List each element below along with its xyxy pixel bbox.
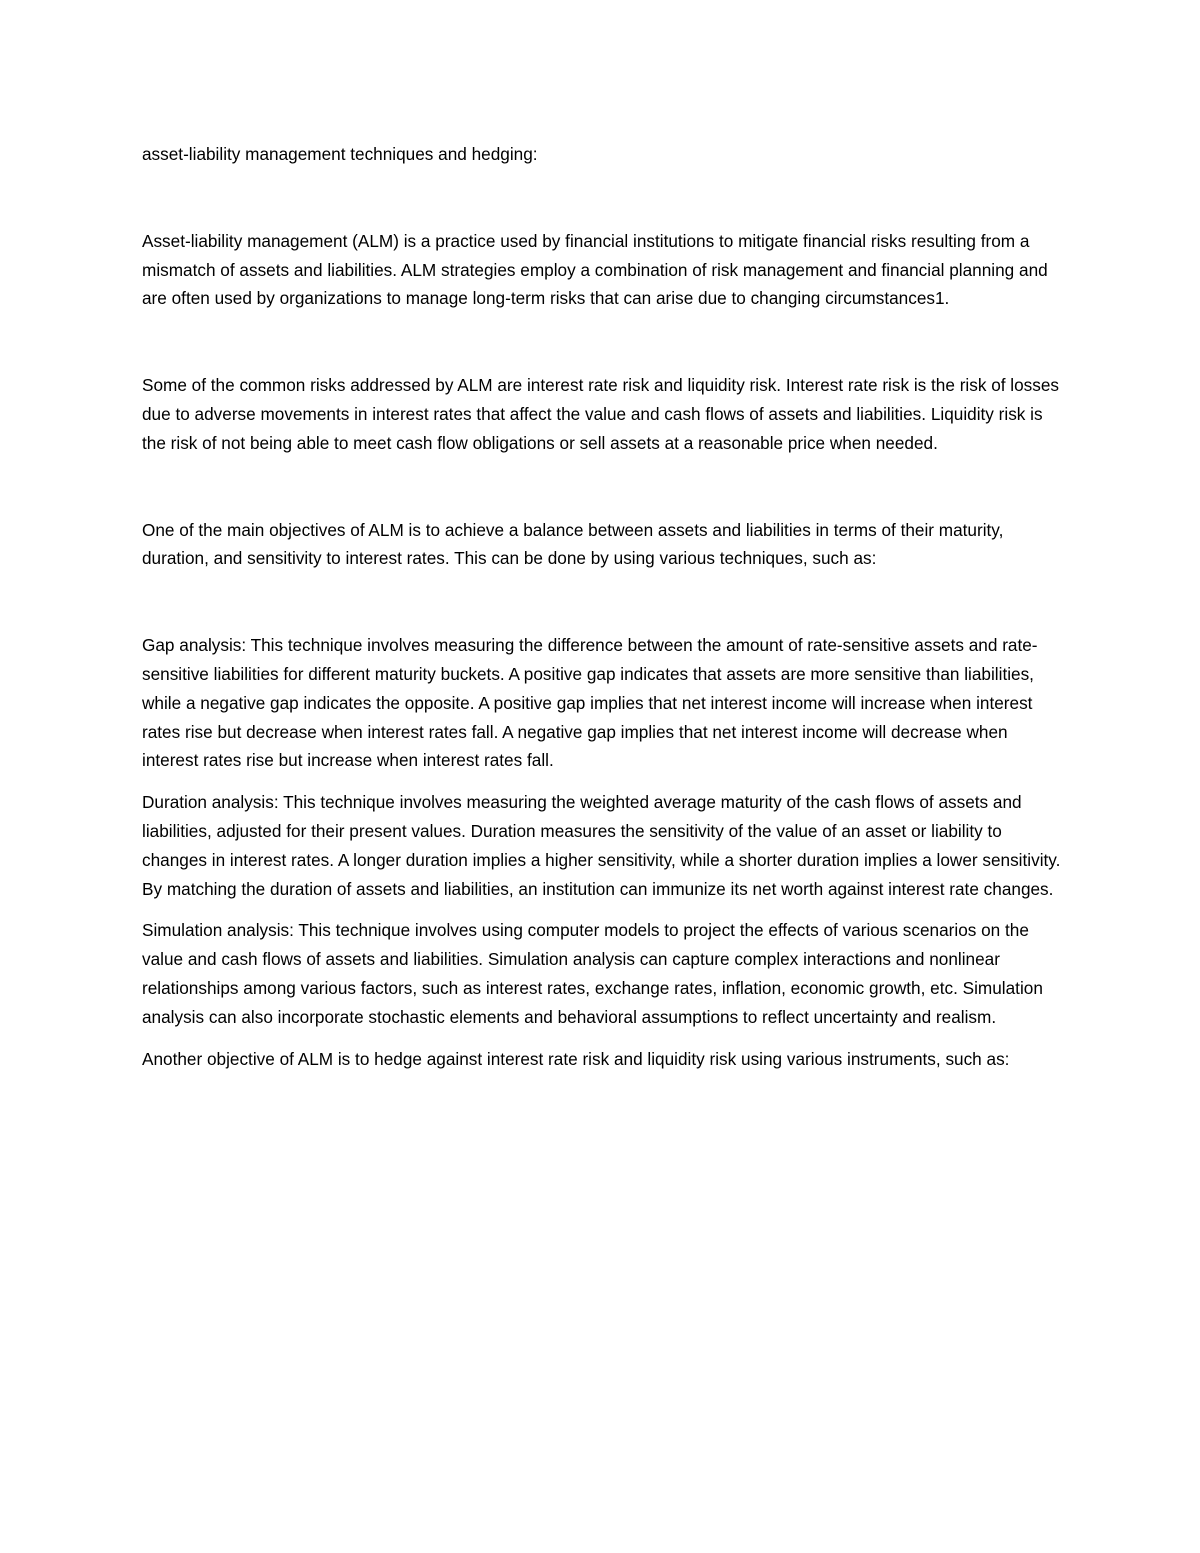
- paragraph-gap-analysis: Gap analysis: This technique involves measuring the difference between the amount of rate-sensitive assets and rate-sensitive liabilities for different maturity buckets. A positive gap indicates that assets are more sensitive than liabilities, while a negative gap indicates the opposite. A positive gap implies that net interest income will increase when interest rates rise but decrease when interest rates fall. A negative gap implies that net interest income will decrease when interest rates rise but increase when interest rates fall.: [142, 635, 1038, 771]
- paragraph-duration-analysis: Duration analysis: This technique involves measuring the weighted average maturity of the cash flows of assets and liabilities, adjusted for their present values. Duration measures the sensitivity of the value of an asset or liability to changes in interest rates. A longer duration implies a higher sensitivity, while a shorter duration implies a lower sensitivity. By matching the duration of assets and liabilities, an institution can immunize its net worth against interest rate changes.: [142, 792, 1061, 899]
- document-title: asset-liability management techniques and hedging:: [142, 144, 538, 164]
- paragraph-hedging-objective: Another objective of ALM is to hedge against interest rate risk and liquidity risk using various instruments, such as:: [142, 1048, 1010, 1069]
- document-body: [142, 140, 1062, 1073]
- paragraph-main-objectives: One of the main objectives of ALM is to achieve a balance between assets and liabilities in terms of their maturity, duration, and sensitivity to interest rates. This can be done by using various techniques, such as:: [142, 519, 1004, 569]
- paragraph-simulation-analysis: Simulation analysis: This technique involves using computer models to project the effects of various scenarios on the value and cash flows of assets and liabilities. Simulation analysis can capture complex interactions and nonlinear relationships among various factors, such as interest rates, exchange rates, inflation, economic growth, etc. Simulation analysis can also incorporate stochastic elements and behavioral assumptions to reflect uncertainty and realism.: [142, 920, 1043, 1027]
- paragraph-alm-definition: Asset-liability management (ALM) is a practice used by financial institutions to mitigate financial risks resulting from a mismatch of assets and liabilities. ALM strategies employ a combination of risk management and financial planning and are often used by organizations to manage long-term risks that can arise due to changing circumstances1.: [142, 230, 1048, 309]
- paragraph-common-risks: Some of the common risks addressed by ALM are interest rate risk and liquidity risk. Interest rate risk is the risk of losses due to adverse movements in interest rates that affect the value and cash flows of assets and liabilities. Liquidity risk is the risk of not being able to meet cash flow obligations or sell assets at a reasonable price when needed.: [142, 375, 1060, 453]
